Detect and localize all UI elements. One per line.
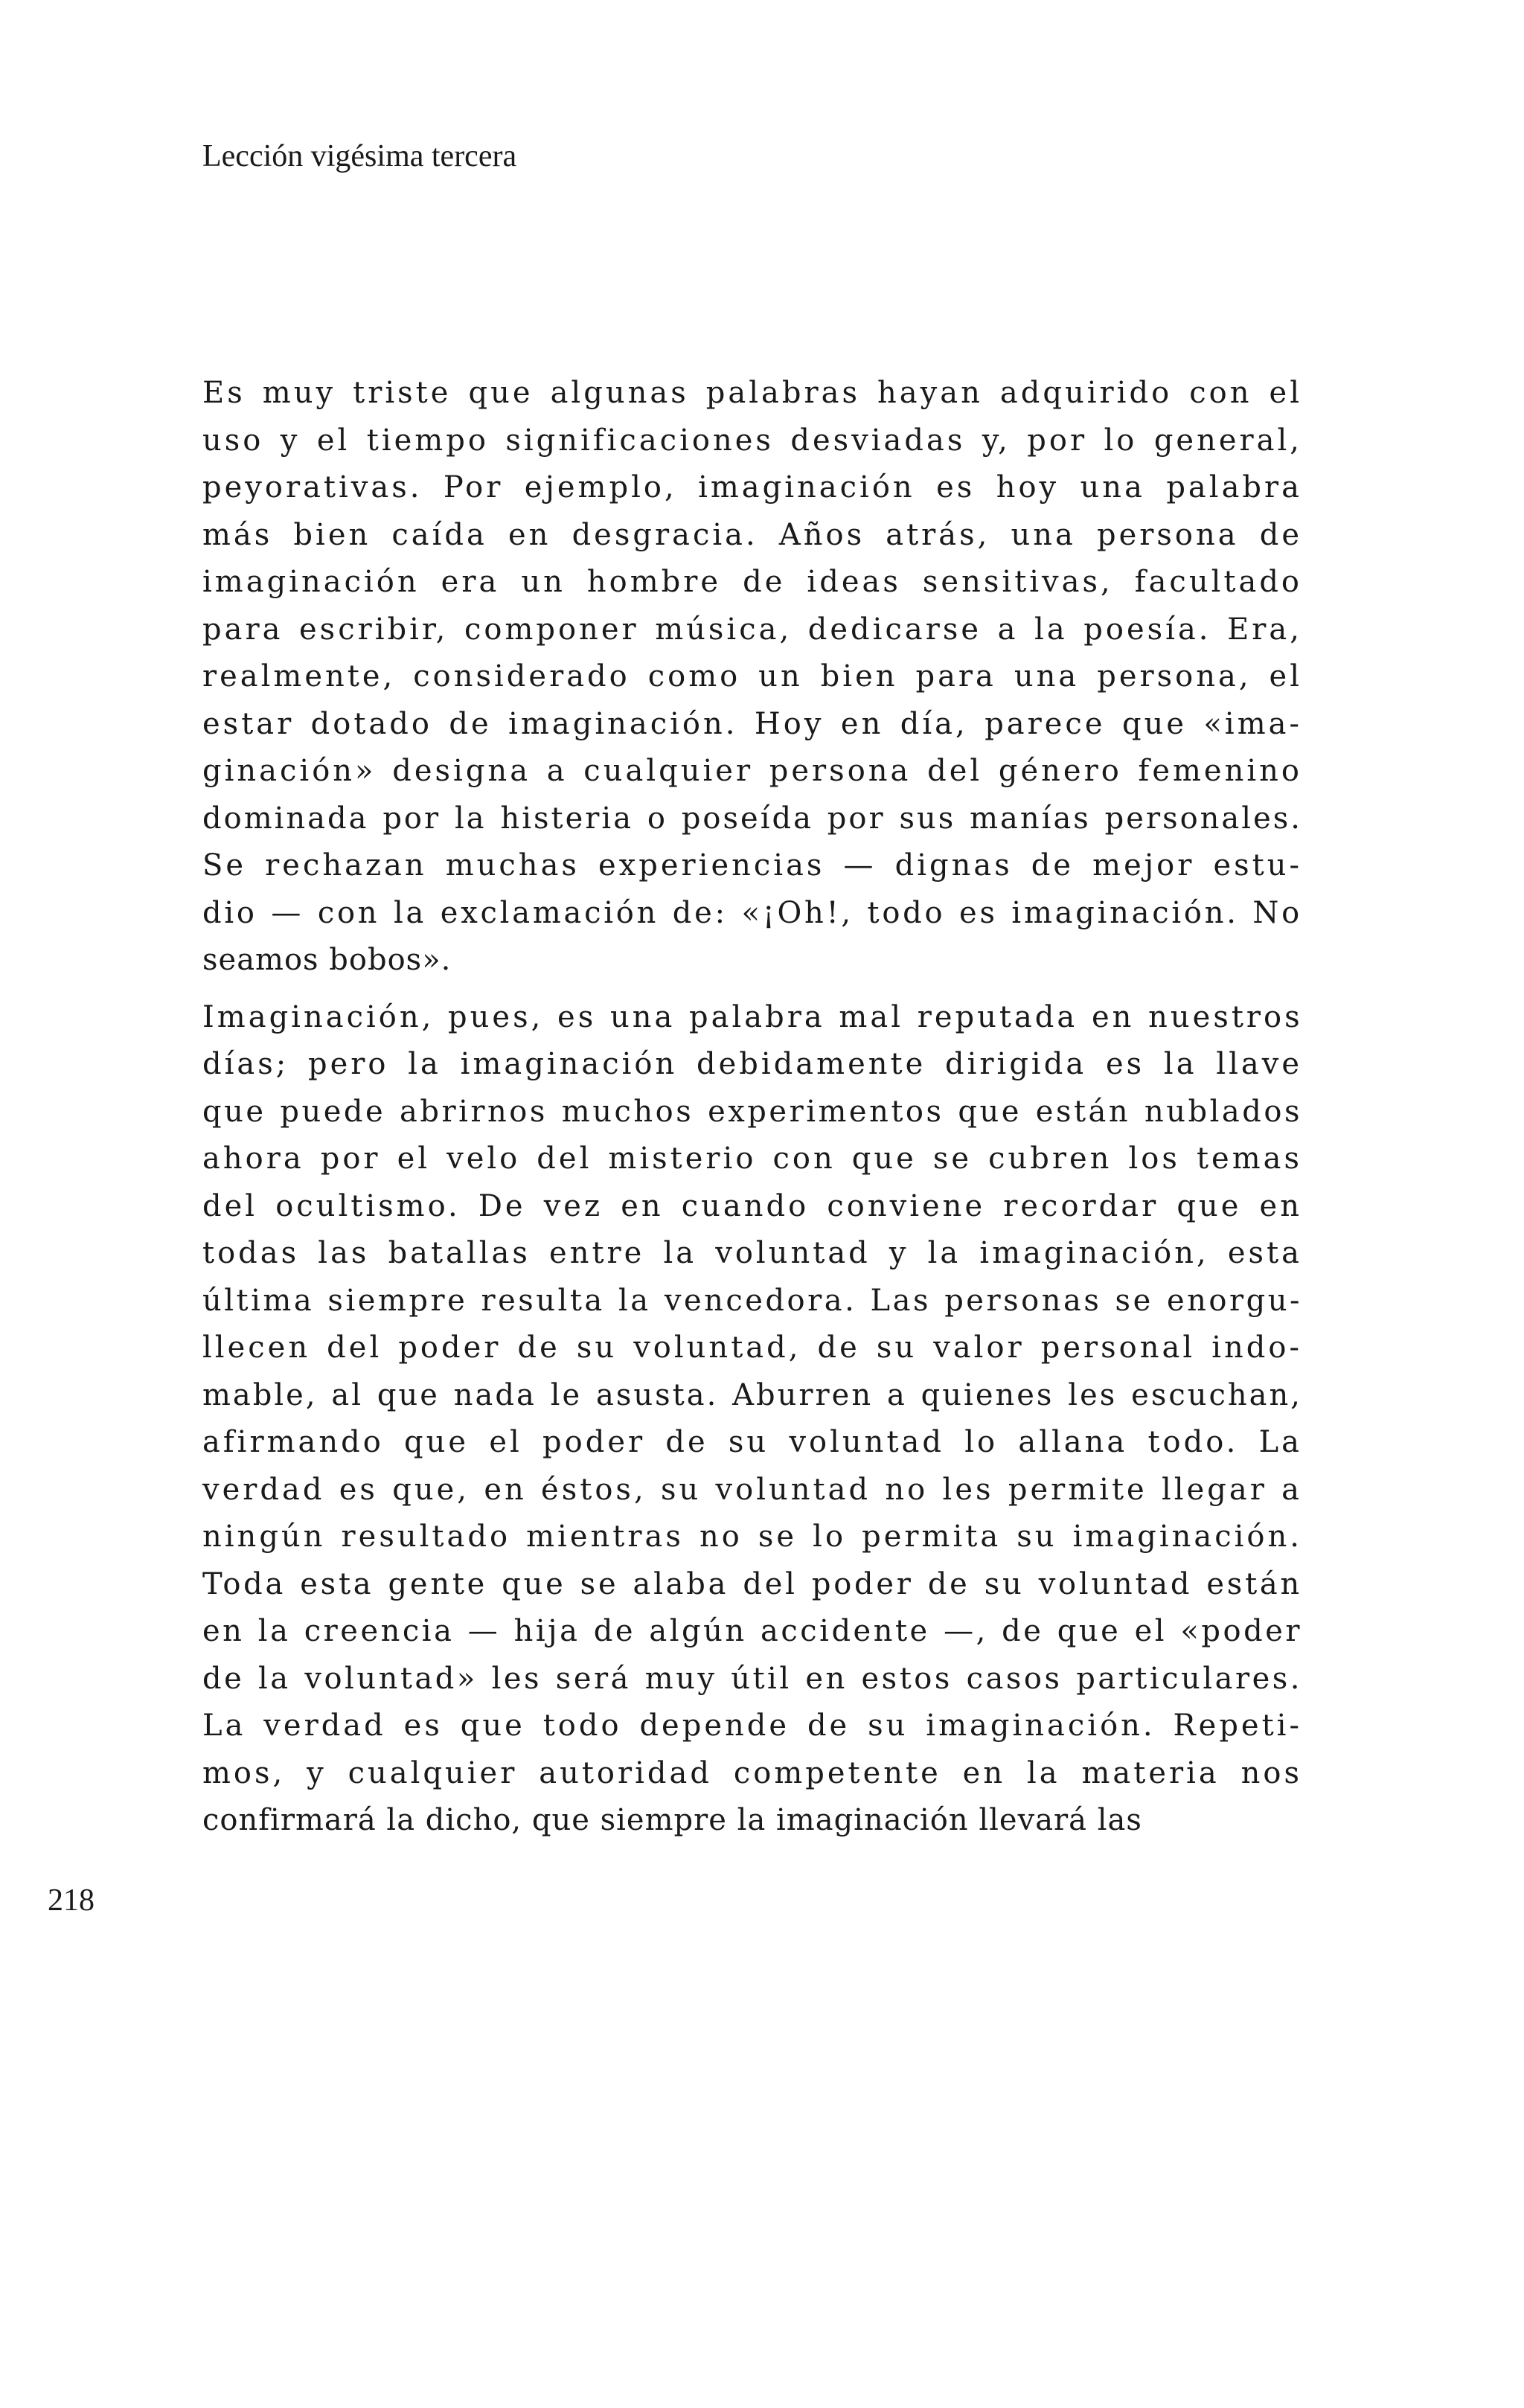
paragraph-line: ginación» designa a cualquier persona del género femenino [202, 754, 1302, 788]
paragraph-line: dominada por la histeria o poseída por sus manías personales. [202, 801, 1302, 836]
paragraph-2 [202, 994, 1302, 1845]
paragraph-line: que puede abrirnos muchos experimentos que están nublados [202, 1094, 1302, 1129]
paragraph-line: verdad es que, en éstos, su voluntad no les permite llegar a [202, 1472, 1302, 1507]
paragraph-line: en la creencia — hija de algún accidente —, de que el «poder [202, 1614, 1302, 1648]
paragraph-line: todas las batallas entre la voluntad y la imaginación, esta [202, 1236, 1302, 1270]
paragraph-line: días; pero la imaginación debidamente dirigida es la llave [202, 1047, 1302, 1081]
paragraph-1 [202, 370, 1302, 984]
running-header: Lección vigésima tercera [202, 139, 517, 173]
paragraph-line: última siempre resulta la vencedora. Las personas se enorgu- [202, 1283, 1302, 1318]
paragraph-line: de la voluntad» les será muy útil en estos casos particulares. [202, 1661, 1302, 1696]
paragraph-line: Imaginación, pues, es una palabra mal reputada en nuestros [202, 999, 1303, 1034]
paragraph-line: dio — con la exclamación de: «¡Oh!, todo es imaginación. No [202, 895, 1302, 930]
paragraph-line: La verdad es que todo depende de su imaginación. Repeti- [202, 1709, 1302, 1743]
paragraph-line: seamos bobos». [202, 943, 452, 977]
paragraph-line: más bien caída en desgracia. Años atrás, una persona de [202, 517, 1302, 552]
paragraph-line: realmente, considerado como un bien para una persona, el [202, 659, 1302, 694]
paragraph-line: estar dotado de imaginación. Hoy en día, parece que «ima- [202, 706, 1302, 741]
paragraph-line: ahora por el velo del misterio con que se cubren los temas [202, 1141, 1302, 1176]
page-number: 218 [48, 1883, 95, 1918]
paragraph-line: ningún resultado mientras no se lo permita su imaginación. [202, 1520, 1302, 1554]
paragraph-line: llecen del poder de su voluntad, de su valor personal indo- [202, 1331, 1302, 1365]
paragraph-line: Toda esta gente que se alaba del poder de su voluntad están [202, 1566, 1302, 1601]
paragraph-line: mos, y cualquier autoridad competente en la materia nos [202, 1755, 1302, 1790]
paragraph-line: afirmando que el poder de su voluntad lo allana todo. La [202, 1425, 1302, 1459]
paragraph-line: para escribir, componer música, dedicarse a la poesía. Era, [202, 612, 1302, 647]
paragraph-line: peyorativas. Por ejemplo, imaginación es hoy una palabra [202, 470, 1302, 505]
paragraph-line: del ocultismo. De vez en cuando conviene recordar que en [202, 1188, 1302, 1223]
body-text [202, 370, 1302, 1845]
paragraph-line: Es muy triste que algunas palabras hayan adquirido con el [202, 376, 1302, 410]
paragraph-line: Se rechazan muchas experiencias — dignas de mejor estu- [202, 848, 1302, 883]
paragraph-line: confirmará la dicho, que siempre la imaginación llevará las [202, 1803, 1142, 1837]
paragraph-line: imaginación era un hombre de ideas sensitivas, facultado [202, 565, 1302, 599]
paragraph-line: uso y el tiempo significaciones desviadas y, por lo general, [202, 423, 1302, 458]
paragraph-line: mable, al que nada le asusta. Aburren a quienes les escuchan, [202, 1377, 1302, 1412]
